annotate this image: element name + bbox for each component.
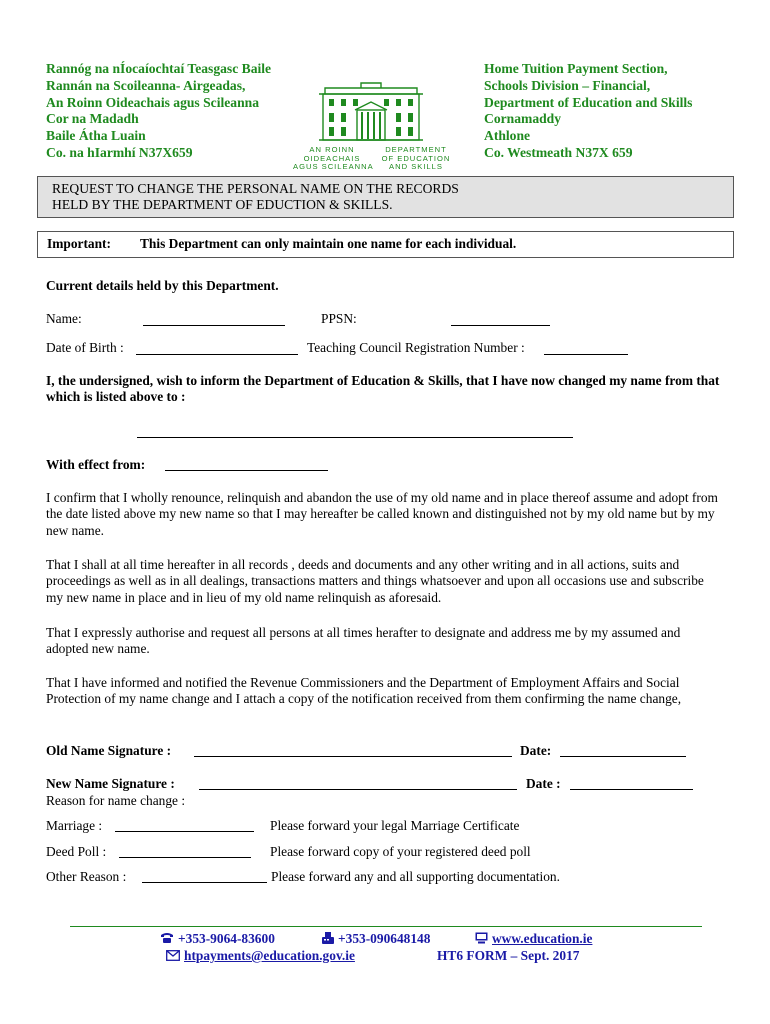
english-address-line: Cornamaddy <box>484 111 562 127</box>
authorise-paragraph: That I expressly authorise and request all persons at all times herafter to designate and address me by my assumed and adopted new name. <box>46 625 681 657</box>
dob-field[interactable] <box>136 342 298 355</box>
dob-label: Date of Birth : <box>46 340 124 355</box>
form-reference: HT6 FORM – Sept. 2017 <box>437 948 580 963</box>
new-date-field[interactable] <box>570 777 693 790</box>
new-signature-field[interactable] <box>199 777 517 790</box>
english-address-line: Department of Education and Skills <box>484 94 693 110</box>
irish-address-line: Co. na hIarmhí N37X659 <box>46 144 193 160</box>
fax-number: +353-090648148 <box>338 931 431 946</box>
computer-icon <box>475 932 488 944</box>
teaching-council-label: Teaching Council Registration Number : <box>307 340 525 355</box>
logo-english-text <box>375 146 457 172</box>
irish-address-line: Cor na Madadh <box>46 111 139 127</box>
deed-poll-note: Please forward copy of your registered deed poll <box>270 844 531 859</box>
marriage-label: Marriage : <box>46 818 103 833</box>
marriage-field[interactable] <box>115 819 254 832</box>
new-date-label: Date : <box>526 776 561 791</box>
deed-poll-label: Deed Poll : <box>46 844 107 859</box>
records-paragraph: That I shall at all time hereafter in all records , deeds and documents and any other writing and in all actions, suits and proceedings as well as in all dealings, transactions matters and things whatsoever and upon all occasions use and subscribe my new name in place and in lieu of my old name relinquish as aforesaid. <box>46 557 704 605</box>
irish-address-line: Rannóg na nÍocaíochtaí Teasgasc Baile <box>46 61 272 76</box>
renounce-paragraph: I confirm that I wholly renounce, relinquish and abandon the use of my old name and in place thereof assume and adopt from the date listed above my new name so that I may hereafter be called known and distinguished not by my old name but by my new name. <box>46 490 718 538</box>
english-address-line: Co. Westmeath N37X 659 <box>484 144 633 160</box>
department-logo <box>283 80 459 172</box>
important-notice-box <box>37 231 734 258</box>
declaration-intro: I, the undersigned, wish to inform the Department of Education & Skills, that I have now changed my name from that which is listed above to : <box>46 373 720 405</box>
effect-from-field[interactable] <box>165 458 328 471</box>
footer-website[interactable] <box>475 931 592 947</box>
logo-text-line: OF EDUCATION <box>381 153 451 163</box>
reason-heading: Reason for name change : <box>46 793 186 808</box>
irish-address <box>46 61 271 162</box>
footer-fax <box>322 931 430 947</box>
footer-phone <box>160 931 275 947</box>
old-signature-label: Old Name Signature : <box>46 743 172 758</box>
deed-poll-field[interactable] <box>119 845 251 858</box>
english-address-line: Athlone <box>484 128 531 144</box>
irish-address-line: An Roinn Oideachais agus Scileanna <box>46 94 260 110</box>
teaching-council-field[interactable] <box>544 342 628 355</box>
other-reason-label: Other Reason : <box>46 869 127 884</box>
footer-divider <box>70 926 702 927</box>
website-link[interactable]: www.education.ie <box>492 931 593 946</box>
phone-number: +353-9064-83600 <box>178 931 275 946</box>
notification-paragraph: That I have informed and notified the Revenue Commissioners and the Department of Employment Affairs and Social Protection of my name change and I attach a copy of the notification received from them confirming the name change, <box>46 675 682 707</box>
envelope-icon <box>166 950 180 961</box>
ppsn-label: PPSN: <box>321 311 357 326</box>
form-title-line: REQUEST TO CHANGE THE PERSONAL NAME ON THE RECORDS <box>52 181 459 196</box>
fax-icon <box>322 932 334 944</box>
ppsn-field[interactable] <box>451 313 550 326</box>
logo-text-line: AN ROINN <box>309 145 355 154</box>
logo-text-line: AGUS SCILEANNA <box>293 162 374 171</box>
logo-text-line: DEPARTMENT <box>385 145 447 154</box>
other-reason-note: Please forward any and all supporting documentation. <box>271 869 560 884</box>
other-reason-field[interactable] <box>142 870 267 883</box>
email-link[interactable]: htpayments@education.gov.ie <box>184 948 355 963</box>
footer-email[interactable] <box>166 948 355 964</box>
name-field[interactable] <box>143 313 285 326</box>
irish-address-line: Baile Átha Luain <box>46 128 146 144</box>
important-label: Important: <box>47 236 111 251</box>
old-date-field[interactable] <box>560 744 686 757</box>
old-date-label: Date: <box>520 743 552 758</box>
form-title-line: HELD BY THE DEPARTMENT OF EDUCTION & SKILLS. <box>52 197 393 212</box>
important-text: This Department can only maintain one name for each individual. <box>140 236 517 251</box>
marriage-note: Please forward your legal Marriage Certificate <box>270 818 520 833</box>
english-address-line: Home Tuition Payment Section, <box>484 61 668 76</box>
form-title <box>52 181 459 213</box>
telephone-icon <box>160 932 174 944</box>
logo-text-line: AND SKILLS <box>389 162 443 171</box>
english-address-line: Schools Division – Financial, <box>484 77 651 93</box>
english-address <box>484 61 692 162</box>
new-name-field[interactable] <box>137 425 573 438</box>
effect-from-label: With effect from: <box>46 457 146 472</box>
government-building-icon <box>283 80 459 142</box>
irish-address-line: Rannán na Scoileanna- Airgeadas, <box>46 77 246 93</box>
form-title-box <box>37 176 734 218</box>
name-label: Name: <box>46 311 82 326</box>
logo-text-line: OIDEACHAIS <box>303 153 361 163</box>
new-signature-label: New Name Signature : <box>46 776 175 791</box>
current-details-heading: Current details held by this Department. <box>46 278 279 293</box>
logo-irish-text <box>293 145 374 172</box>
old-signature-field[interactable] <box>194 744 512 757</box>
